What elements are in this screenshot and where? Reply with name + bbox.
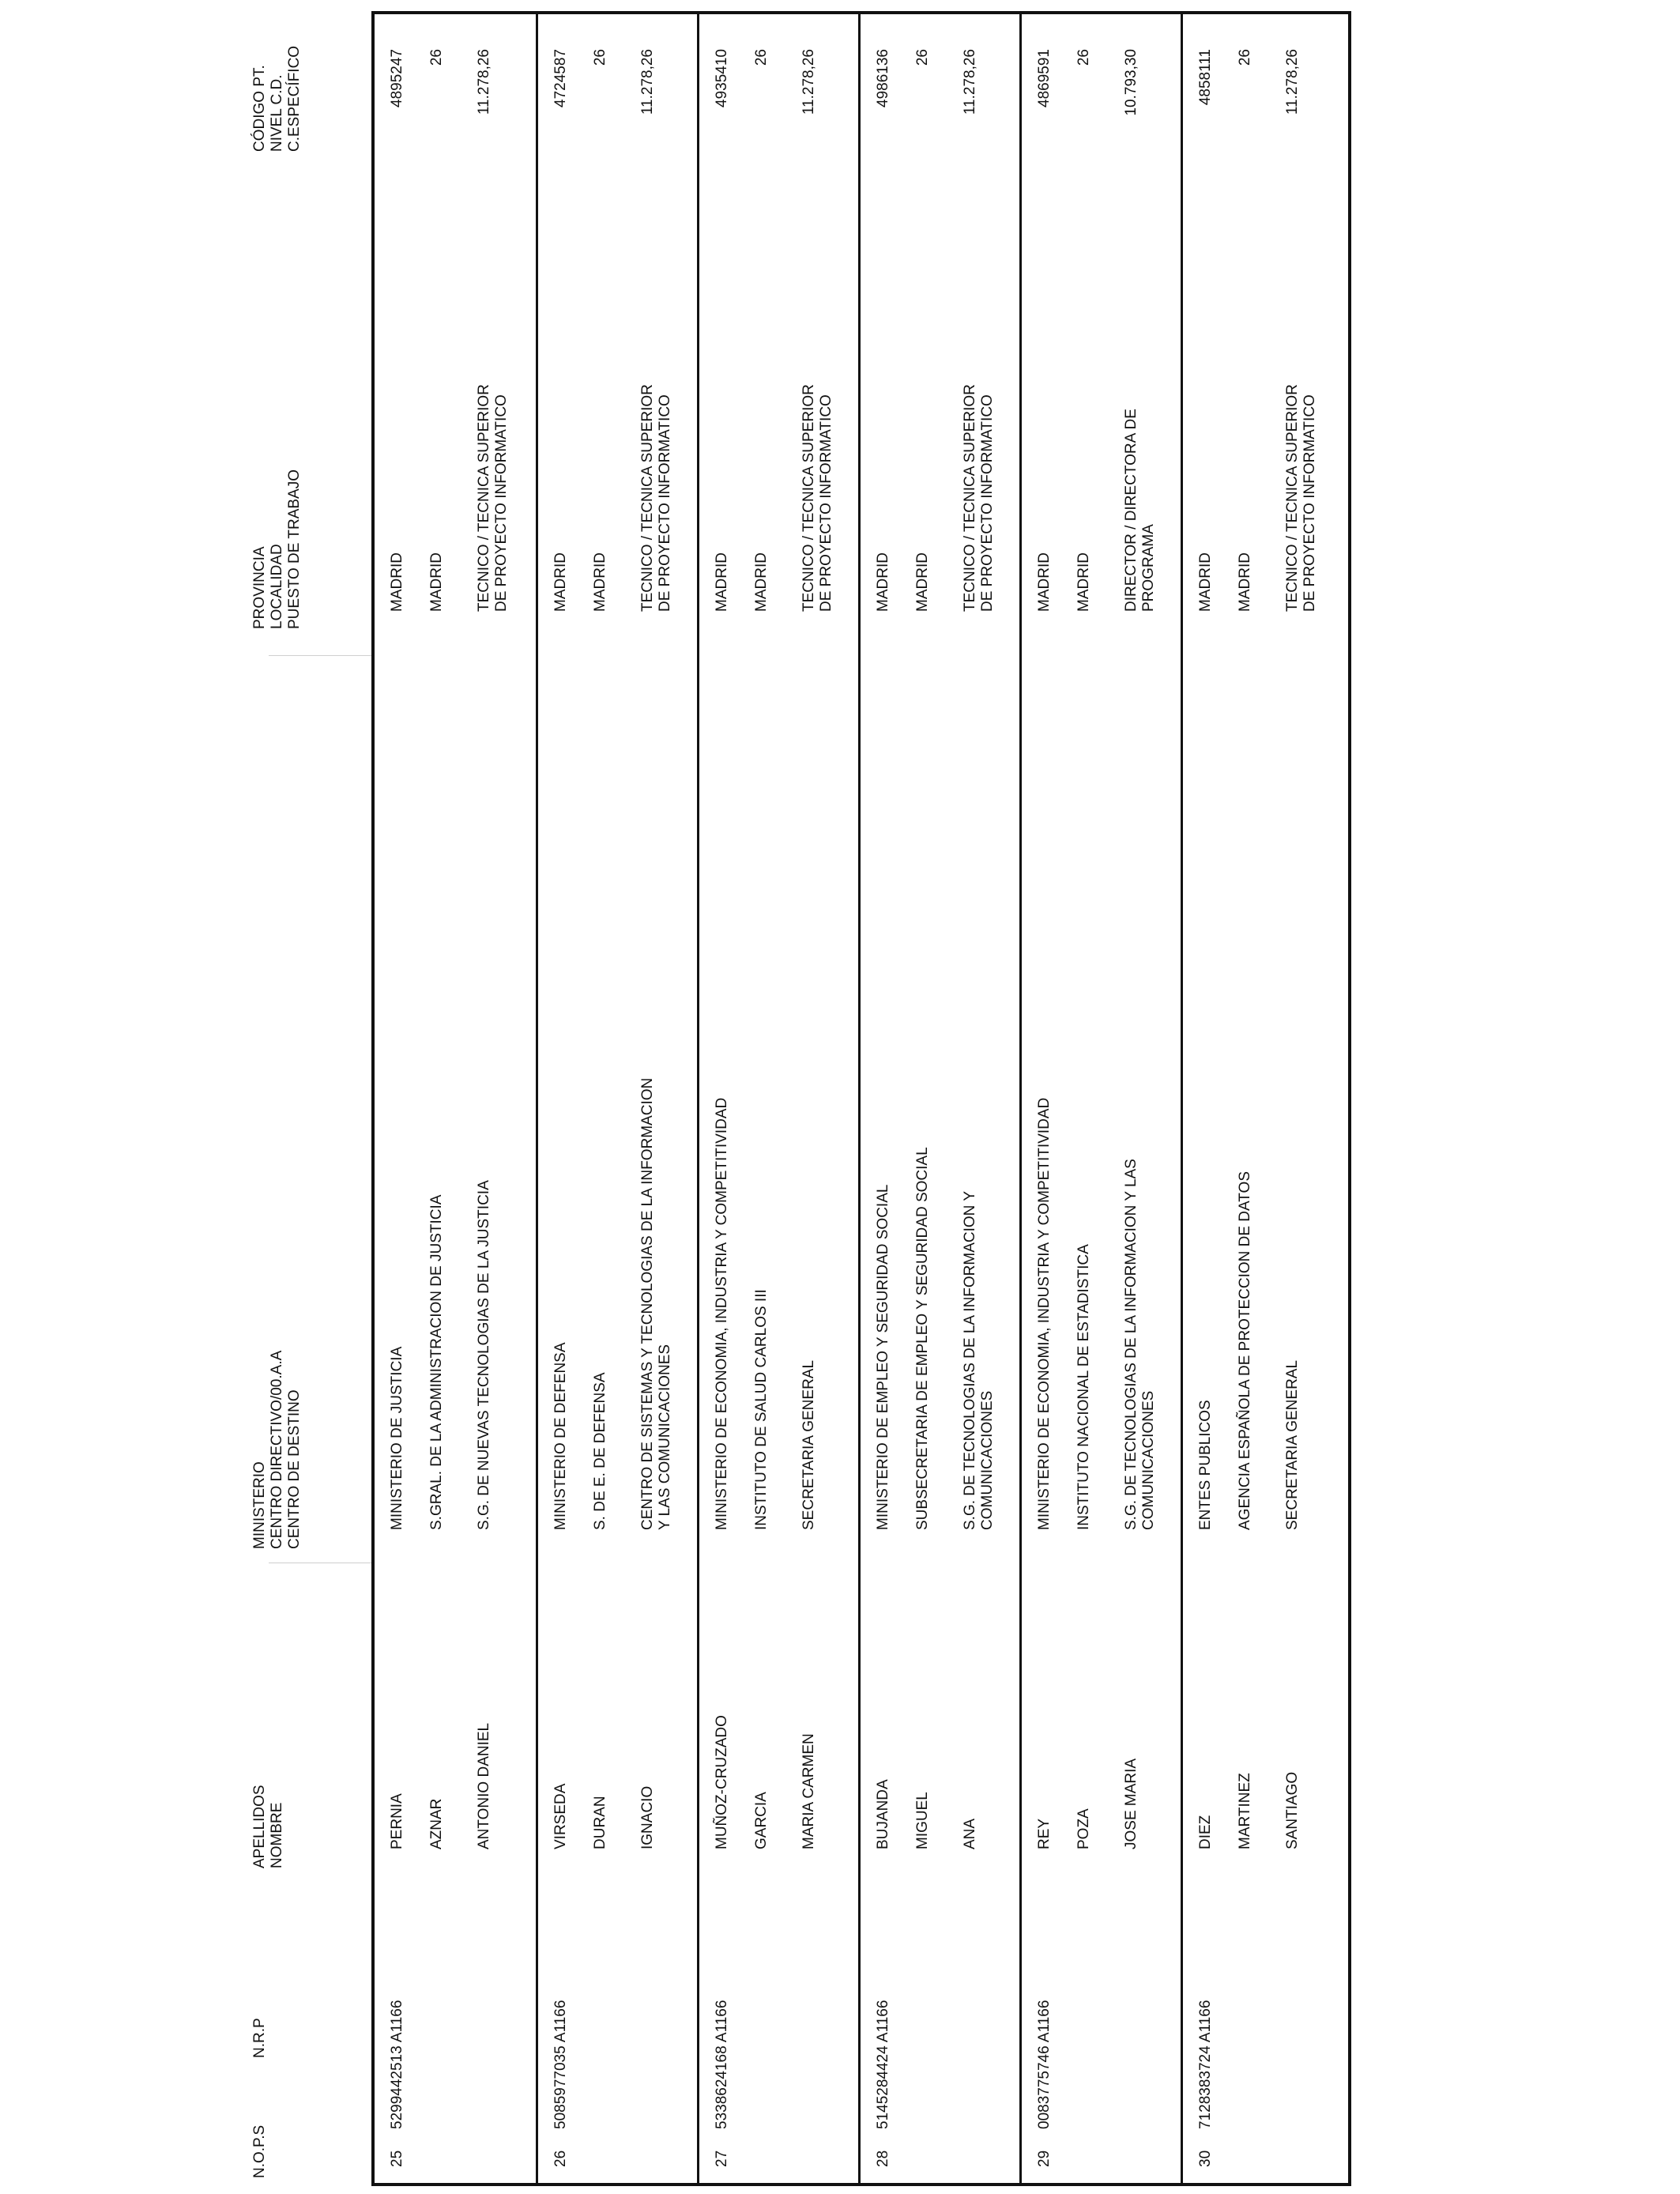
records-table xyxy=(371,11,1351,2186)
record-localidad: MADRID xyxy=(753,552,770,612)
record-centro-directivo: INSTITUTO NACIONAL DE ESTADISTICA xyxy=(1075,1244,1092,1530)
record-codigo: 4986136 xyxy=(875,49,891,107)
record-nombre: JOSE MARIA xyxy=(1123,1758,1139,1849)
record-nivel: 26 xyxy=(428,49,445,66)
record-localidad: MADRID xyxy=(592,552,608,612)
header-nombre-label: NOMBRE xyxy=(269,1802,285,1868)
record-apellido-1: BUJANDA xyxy=(875,1779,891,1849)
record-puesto: DIRECTOR / DIRECTORA DE PROGRAMA xyxy=(1123,409,1157,612)
record-nombre: ANTONIO DANIEL xyxy=(476,1722,492,1849)
record-apellido-1: VIRSEDA xyxy=(552,1783,569,1849)
record-codigo: 4935410 xyxy=(714,49,730,107)
record-nombre: MARIA CARMEN xyxy=(800,1733,817,1849)
table-row xyxy=(536,14,697,2183)
record-apellido-2: DURAN xyxy=(592,1796,608,1849)
record-nops: 29 xyxy=(1036,2150,1053,2167)
record-ministerio: MINISTERIO DE DEFENSA xyxy=(552,1342,569,1530)
header-nivel-label: NIVEL C.D. xyxy=(269,74,285,152)
record-provincia: MADRID xyxy=(875,552,891,612)
record-nrp: 7128383724 A1166 xyxy=(1197,2000,1214,2129)
record-codigo: 4869591 xyxy=(1036,49,1053,107)
record-apellido-2: POZA xyxy=(1075,1808,1092,1849)
record-centro-destino: S.G. DE TECNOLOGIAS DE LA INFORMACION Y LAS COMUNICACIONES xyxy=(1123,1159,1157,1530)
record-nivel: 26 xyxy=(914,49,931,66)
record-especifico: 11.278,26 xyxy=(476,49,492,115)
header-puesto-label: PUESTO DE TRABAJO xyxy=(286,469,303,629)
record-centro-destino: SECRETARIA GENERAL xyxy=(1284,1359,1301,1530)
header-apellidos-label: APELLIDOS xyxy=(251,1785,268,1868)
record-puesto: TECNICO / TECNICA SUPERIOR DE PROYECTO INFORMATICO xyxy=(476,384,510,612)
record-puesto: TECNICO / TECNICA SUPERIOR DE PROYECTO INFORMATICO xyxy=(1284,384,1318,612)
table-row xyxy=(1019,14,1181,2183)
header-nops-label: N.O.P.S xyxy=(251,2124,268,2178)
record-localidad: MADRID xyxy=(1075,552,1092,612)
table-row xyxy=(697,14,858,2183)
record-nivel: 26 xyxy=(753,49,770,66)
record-ministerio: MINISTERIO DE EMPLEO Y SEGURIDAD SOCIAL xyxy=(875,1184,891,1530)
header-nrp-label: N.R.P xyxy=(251,2018,268,2058)
record-centro-destino: CENTRO DE SISTEMAS Y TECNOLOGIAS DE LA INFORMACION Y LAS COMUNICACIONES xyxy=(639,1077,673,1530)
header-codigo-nivel-especifico xyxy=(251,46,303,152)
record-centro-directivo: AGENCIA ESPAÑOLA DE PROTECCION DE DATOS xyxy=(1237,1171,1253,1530)
record-centro-directivo: INSTITUTO DE SALUD CARLOS III xyxy=(753,1289,770,1530)
record-puesto: TECNICO / TECNICA SUPERIOR DE PROYECTO INFORMATICO xyxy=(962,384,996,612)
record-nivel: 26 xyxy=(1237,49,1253,66)
record-puesto: TECNICO / TECNICA SUPERIOR DE PROYECTO INFORMATICO xyxy=(639,384,673,612)
record-especifico: 11.278,26 xyxy=(639,49,656,115)
record-provincia: MADRID xyxy=(552,552,569,612)
record-nrp: 5338624168 A1166 xyxy=(714,2000,730,2129)
header-ministerio-centro xyxy=(251,1351,303,1549)
header-provincia-puesto xyxy=(251,469,303,629)
header-nops xyxy=(251,2125,269,2178)
header-ministerio-label: MINISTERIO xyxy=(251,1461,268,1549)
record-centro-directivo: S.GRAL. DE LA ADMINISTRACION DE JUSTICIA xyxy=(428,1194,445,1530)
table-row xyxy=(375,14,536,2183)
header-provincia-label: PROVINCIA xyxy=(251,546,268,629)
record-localidad: MADRID xyxy=(428,552,445,612)
header-centro-directivo-label: CENTRO DIRECTIVO/00.A.A xyxy=(269,1350,285,1549)
record-apellido-1: PERNIA xyxy=(389,1793,405,1849)
record-provincia: MADRID xyxy=(714,552,730,612)
record-especifico: 11.278,26 xyxy=(962,49,978,115)
record-provincia: MADRID xyxy=(389,552,405,612)
record-apellido-1: DIEZ xyxy=(1197,1815,1214,1849)
record-especifico: 10.793,30 xyxy=(1123,49,1139,116)
record-centro-destino: S.G. DE TECNOLOGIAS DE LA INFORMACION Y COMUNICACIONES xyxy=(962,1191,996,1530)
record-ministerio: MINISTERIO DE JUSTICIA xyxy=(389,1346,405,1530)
record-ministerio: MINISTERIO DE ECONOMIA, INDUSTRIA Y COMPETITIVIDAD xyxy=(1036,1097,1053,1530)
record-apellido-2: MARTINEZ xyxy=(1237,1773,1253,1849)
record-apellido-1: MUÑOZ-CRUZADO xyxy=(714,1715,730,1849)
record-especifico: 11.278,26 xyxy=(800,49,817,115)
record-codigo: 4895247 xyxy=(389,49,405,107)
record-ministerio: MINISTERIO DE ECONOMIA, INDUSTRIA Y COMPETITIVIDAD xyxy=(714,1097,730,1530)
header-apellidos-nombre xyxy=(251,1785,286,1868)
record-apellido-2: MIGUEL xyxy=(914,1792,931,1849)
header-centro-destino-label: CENTRO DE DESTINO xyxy=(286,1389,303,1549)
header-codigo-label: CÓDIGO PT. xyxy=(251,65,268,152)
record-nrp: 0083775746 A1166 xyxy=(1036,2000,1053,2129)
record-provincia: MADRID xyxy=(1036,552,1053,612)
record-nops: 30 xyxy=(1197,2150,1214,2167)
record-ministerio: ENTES PUBLICOS xyxy=(1197,1400,1214,1530)
record-nops: 27 xyxy=(714,2150,730,2167)
record-centro-destino: S.G. DE NUEVAS TECNOLOGIAS DE LA JUSTICIA xyxy=(476,1180,492,1530)
record-nops: 25 xyxy=(389,2150,405,2167)
record-nombre: IGNACIO xyxy=(639,1785,656,1849)
record-apellido-1: REY xyxy=(1036,1818,1053,1849)
record-nivel: 26 xyxy=(592,49,608,66)
header-especifico-label: C.ESPECÍFICO xyxy=(286,45,303,152)
record-centro-directivo: SUBSECRETARIA DE EMPLEO Y SEGURIDAD SOCIAL xyxy=(914,1147,931,1530)
record-apellido-2: AZNAR xyxy=(428,1798,445,1849)
record-centro-directivo: S. DE E. DE DEFENSA xyxy=(592,1372,608,1530)
record-nrp: 5145284424 A1166 xyxy=(875,2000,891,2129)
record-nombre: SANTIAGO xyxy=(1284,1771,1301,1849)
record-localidad: MADRID xyxy=(914,552,931,612)
record-nivel: 26 xyxy=(1075,49,1092,66)
record-nops: 26 xyxy=(552,2150,569,2167)
record-nombre: ANA xyxy=(962,1818,978,1849)
column-separator xyxy=(269,655,371,656)
record-provincia: MADRID xyxy=(1197,552,1214,612)
record-codigo: 4724587 xyxy=(552,49,569,107)
header-nrp xyxy=(251,2018,269,2058)
record-especifico: 11.278,26 xyxy=(1284,49,1301,115)
record-apellido-2: GARCIA xyxy=(753,1792,770,1849)
record-nops: 28 xyxy=(875,2150,891,2167)
record-codigo: 4858111 xyxy=(1197,49,1214,106)
record-nrp: 5085977035 A1166 xyxy=(552,2000,569,2129)
header-localidad-label: LOCALIDAD xyxy=(269,544,285,629)
table-row xyxy=(1181,14,1342,2183)
record-nrp: 5299442513 A1166 xyxy=(389,2000,405,2129)
record-puesto: TECNICO / TECNICA SUPERIOR DE PROYECTO INFORMATICO xyxy=(800,384,834,612)
table-row xyxy=(858,14,1019,2183)
record-centro-destino: SECRETARIA GENERAL xyxy=(800,1359,817,1530)
record-localidad: MADRID xyxy=(1237,552,1253,612)
